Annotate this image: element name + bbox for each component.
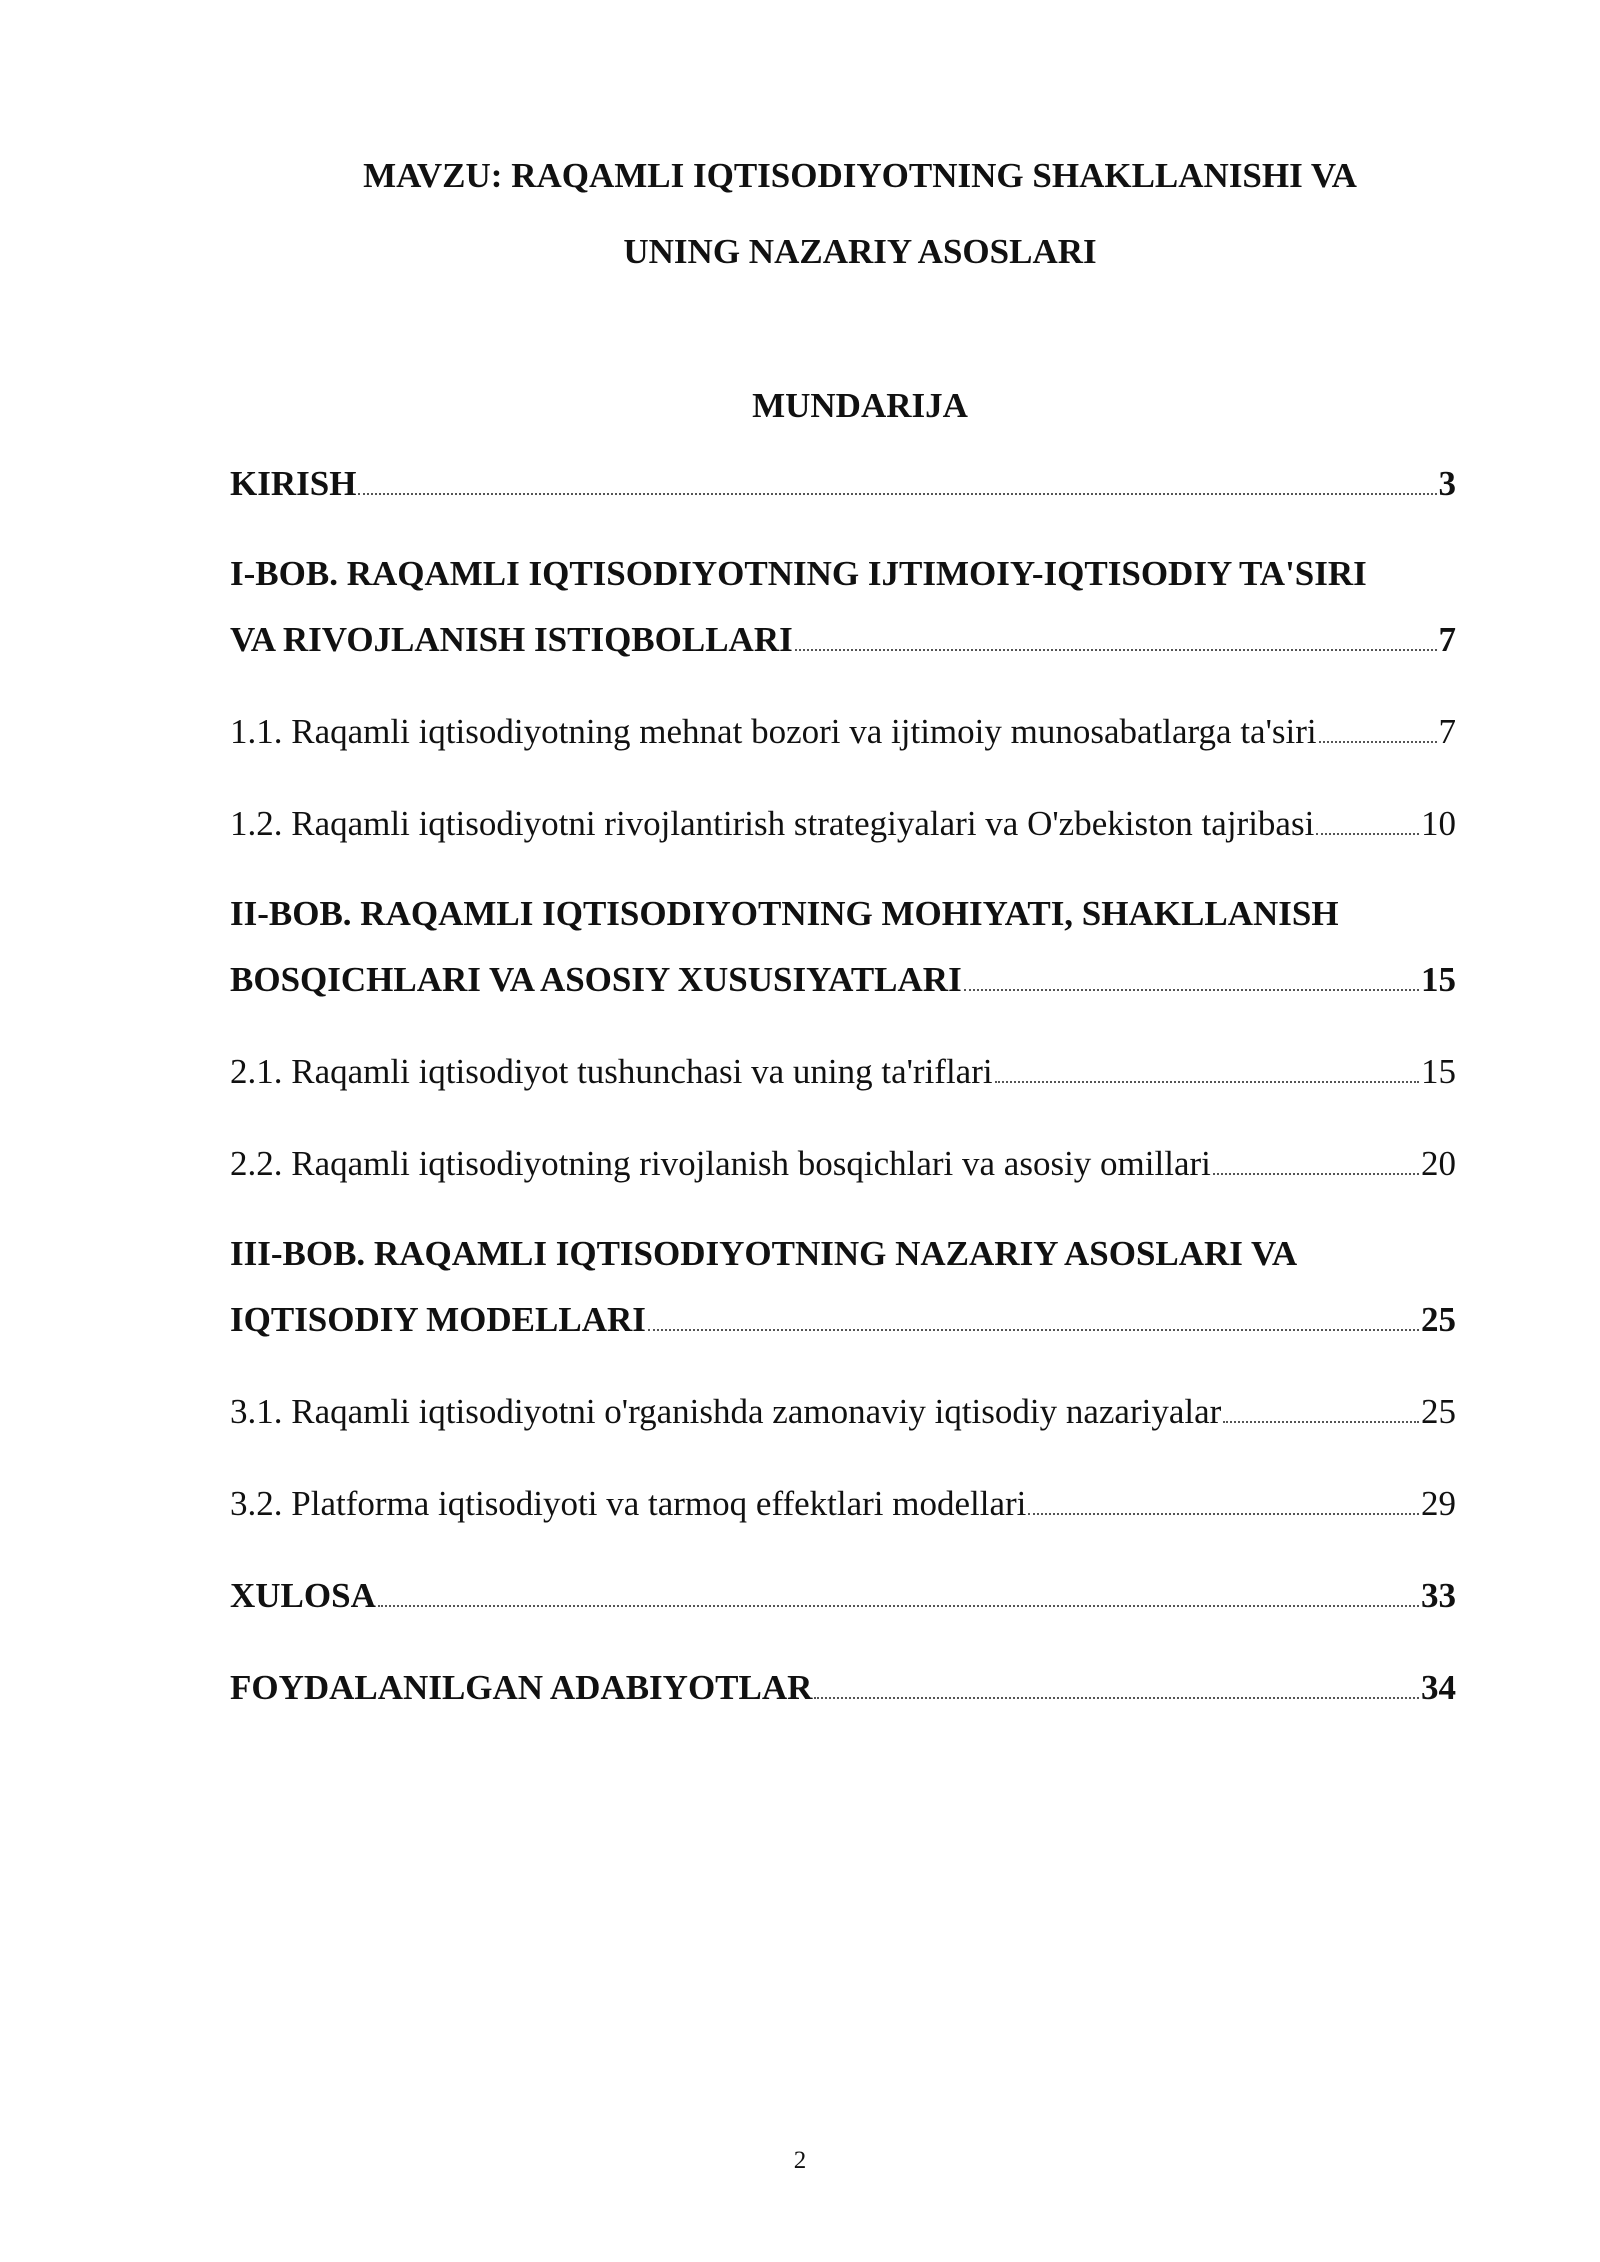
toc-page-number: 10 — [1421, 804, 1456, 843]
toc-entry-text: III-BOB. RAQAMLI IQTISODIYOTNING NAZARIY ASOSLARI VA — [230, 1234, 1298, 1273]
toc-page-number: 25 — [1421, 1300, 1456, 1339]
toc-entry-section-2-2[interactable] — [230, 1146, 1456, 1181]
toc-entry-kirish[interactable] — [230, 466, 1456, 501]
toc-page-number: 3 — [1438, 464, 1456, 503]
toc-entry-section-1-2[interactable] — [230, 806, 1456, 841]
toc-leader-dots — [358, 493, 1436, 495]
toc-entry-chapter-3[interactable] — [230, 1302, 1456, 1337]
toc-page-number: 34 — [1421, 1668, 1456, 1707]
toc-entry-chapter-3-line-1[interactable] — [230, 1236, 1456, 1271]
toc-page-number: 7 — [1438, 712, 1456, 751]
toc-page-number: 25 — [1421, 1392, 1456, 1431]
toc-leader-dots — [964, 989, 1419, 991]
toc-leader-dots — [995, 1081, 1419, 1083]
toc-entry-text: II-BOB. RAQAMLI IQTISODIYOTNING MOHIYATI, SHAKLLANISH — [230, 894, 1339, 933]
toc-page-number: 15 — [1421, 960, 1456, 999]
toc-entry-text: 1.2. Raqamli iqtisodiyotni rivojlantirish strategiyalari va O'zbekiston tajribasi — [230, 804, 1315, 843]
toc-leader-dots — [1319, 741, 1437, 743]
toc-page-number: 33 — [1421, 1576, 1456, 1615]
toc-leader-dots — [648, 1329, 1419, 1331]
toc-entry-text: FOYDALANILGAN ADABIYOTLAR — [230, 1668, 813, 1707]
toc-page-number: 29 — [1421, 1484, 1456, 1523]
toc-entry-references[interactable] — [230, 1670, 1456, 1705]
page-number: 2 — [793, 2147, 807, 2174]
toc-entry-text: 1.1. Raqamli iqtisodiyotning mehnat bozori va ijtimoiy munosabatlarga ta'siri — [230, 712, 1317, 751]
document-title-line-1: MAVZU: RAQAMLI IQTISODIYOTNING SHAKLLANISHI VA — [363, 156, 1357, 195]
document-title-line-2: UNING NAZARIY ASOSLARI — [623, 232, 1097, 271]
toc-entry-section-1-1[interactable] — [230, 714, 1456, 749]
toc-entry-text: 3.2. Platforma iqtisodiyoti va tarmoq effektlari modellari — [230, 1484, 1027, 1523]
toc-leader-dots — [378, 1605, 1419, 1607]
toc-entry-chapter-2-line-1[interactable] — [230, 896, 1456, 931]
toc-entry-text: VA RIVOJLANISH ISTIQBOLLARI — [230, 620, 793, 659]
toc-page-number: 15 — [1421, 1052, 1456, 1091]
toc-leader-dots — [1213, 1173, 1419, 1175]
toc-heading: MUNDARIJA — [752, 386, 968, 425]
toc-entry-text: I-BOB. RAQAMLI IQTISODIYOTNING IJTIMOIY-IQTISODIY TA'SIRI — [230, 554, 1367, 593]
toc-page-number: 20 — [1421, 1144, 1456, 1183]
toc-entry-text: BOSQICHLARI VA ASOSIY XUSUSIYATLARI — [230, 960, 962, 999]
toc-page-number: 7 — [1438, 620, 1456, 659]
toc-entry-chapter-1[interactable] — [230, 622, 1456, 657]
toc-entry-text: XULOSA — [230, 1576, 376, 1615]
toc-entry-section-2-1[interactable] — [230, 1054, 1456, 1089]
toc-entry-text: 3.1. Raqamli iqtisodiyotni o'rganishda zamonaviy iqtisodiy nazariyalar — [230, 1392, 1222, 1431]
toc-leader-dots — [1223, 1421, 1419, 1423]
toc-entry-text: KIRISH — [230, 464, 357, 503]
toc-entry-chapter-1-line-1[interactable] — [230, 556, 1456, 591]
toc-entry-section-3-2[interactable] — [230, 1486, 1456, 1521]
toc-entry-text: 2.2. Raqamli iqtisodiyotning rivojlanish bosqichlari va asosiy omillari — [230, 1144, 1211, 1183]
toc-leader-dots — [1028, 1513, 1419, 1515]
toc-entry-chapter-2[interactable] — [230, 962, 1456, 997]
toc-entry-section-3-1[interactable] — [230, 1394, 1456, 1429]
toc-entry-text: 2.1. Raqamli iqtisodiyot tushunchasi va uning ta'riflari — [230, 1052, 993, 1091]
toc-entry-xulosa[interactable] — [230, 1578, 1456, 1613]
toc-leader-dots — [795, 649, 1437, 651]
toc-leader-dots — [1316, 833, 1419, 835]
toc-entry-text: IQTISODIY MODELLARI — [230, 1300, 646, 1339]
toc-leader-dots — [814, 1697, 1419, 1699]
